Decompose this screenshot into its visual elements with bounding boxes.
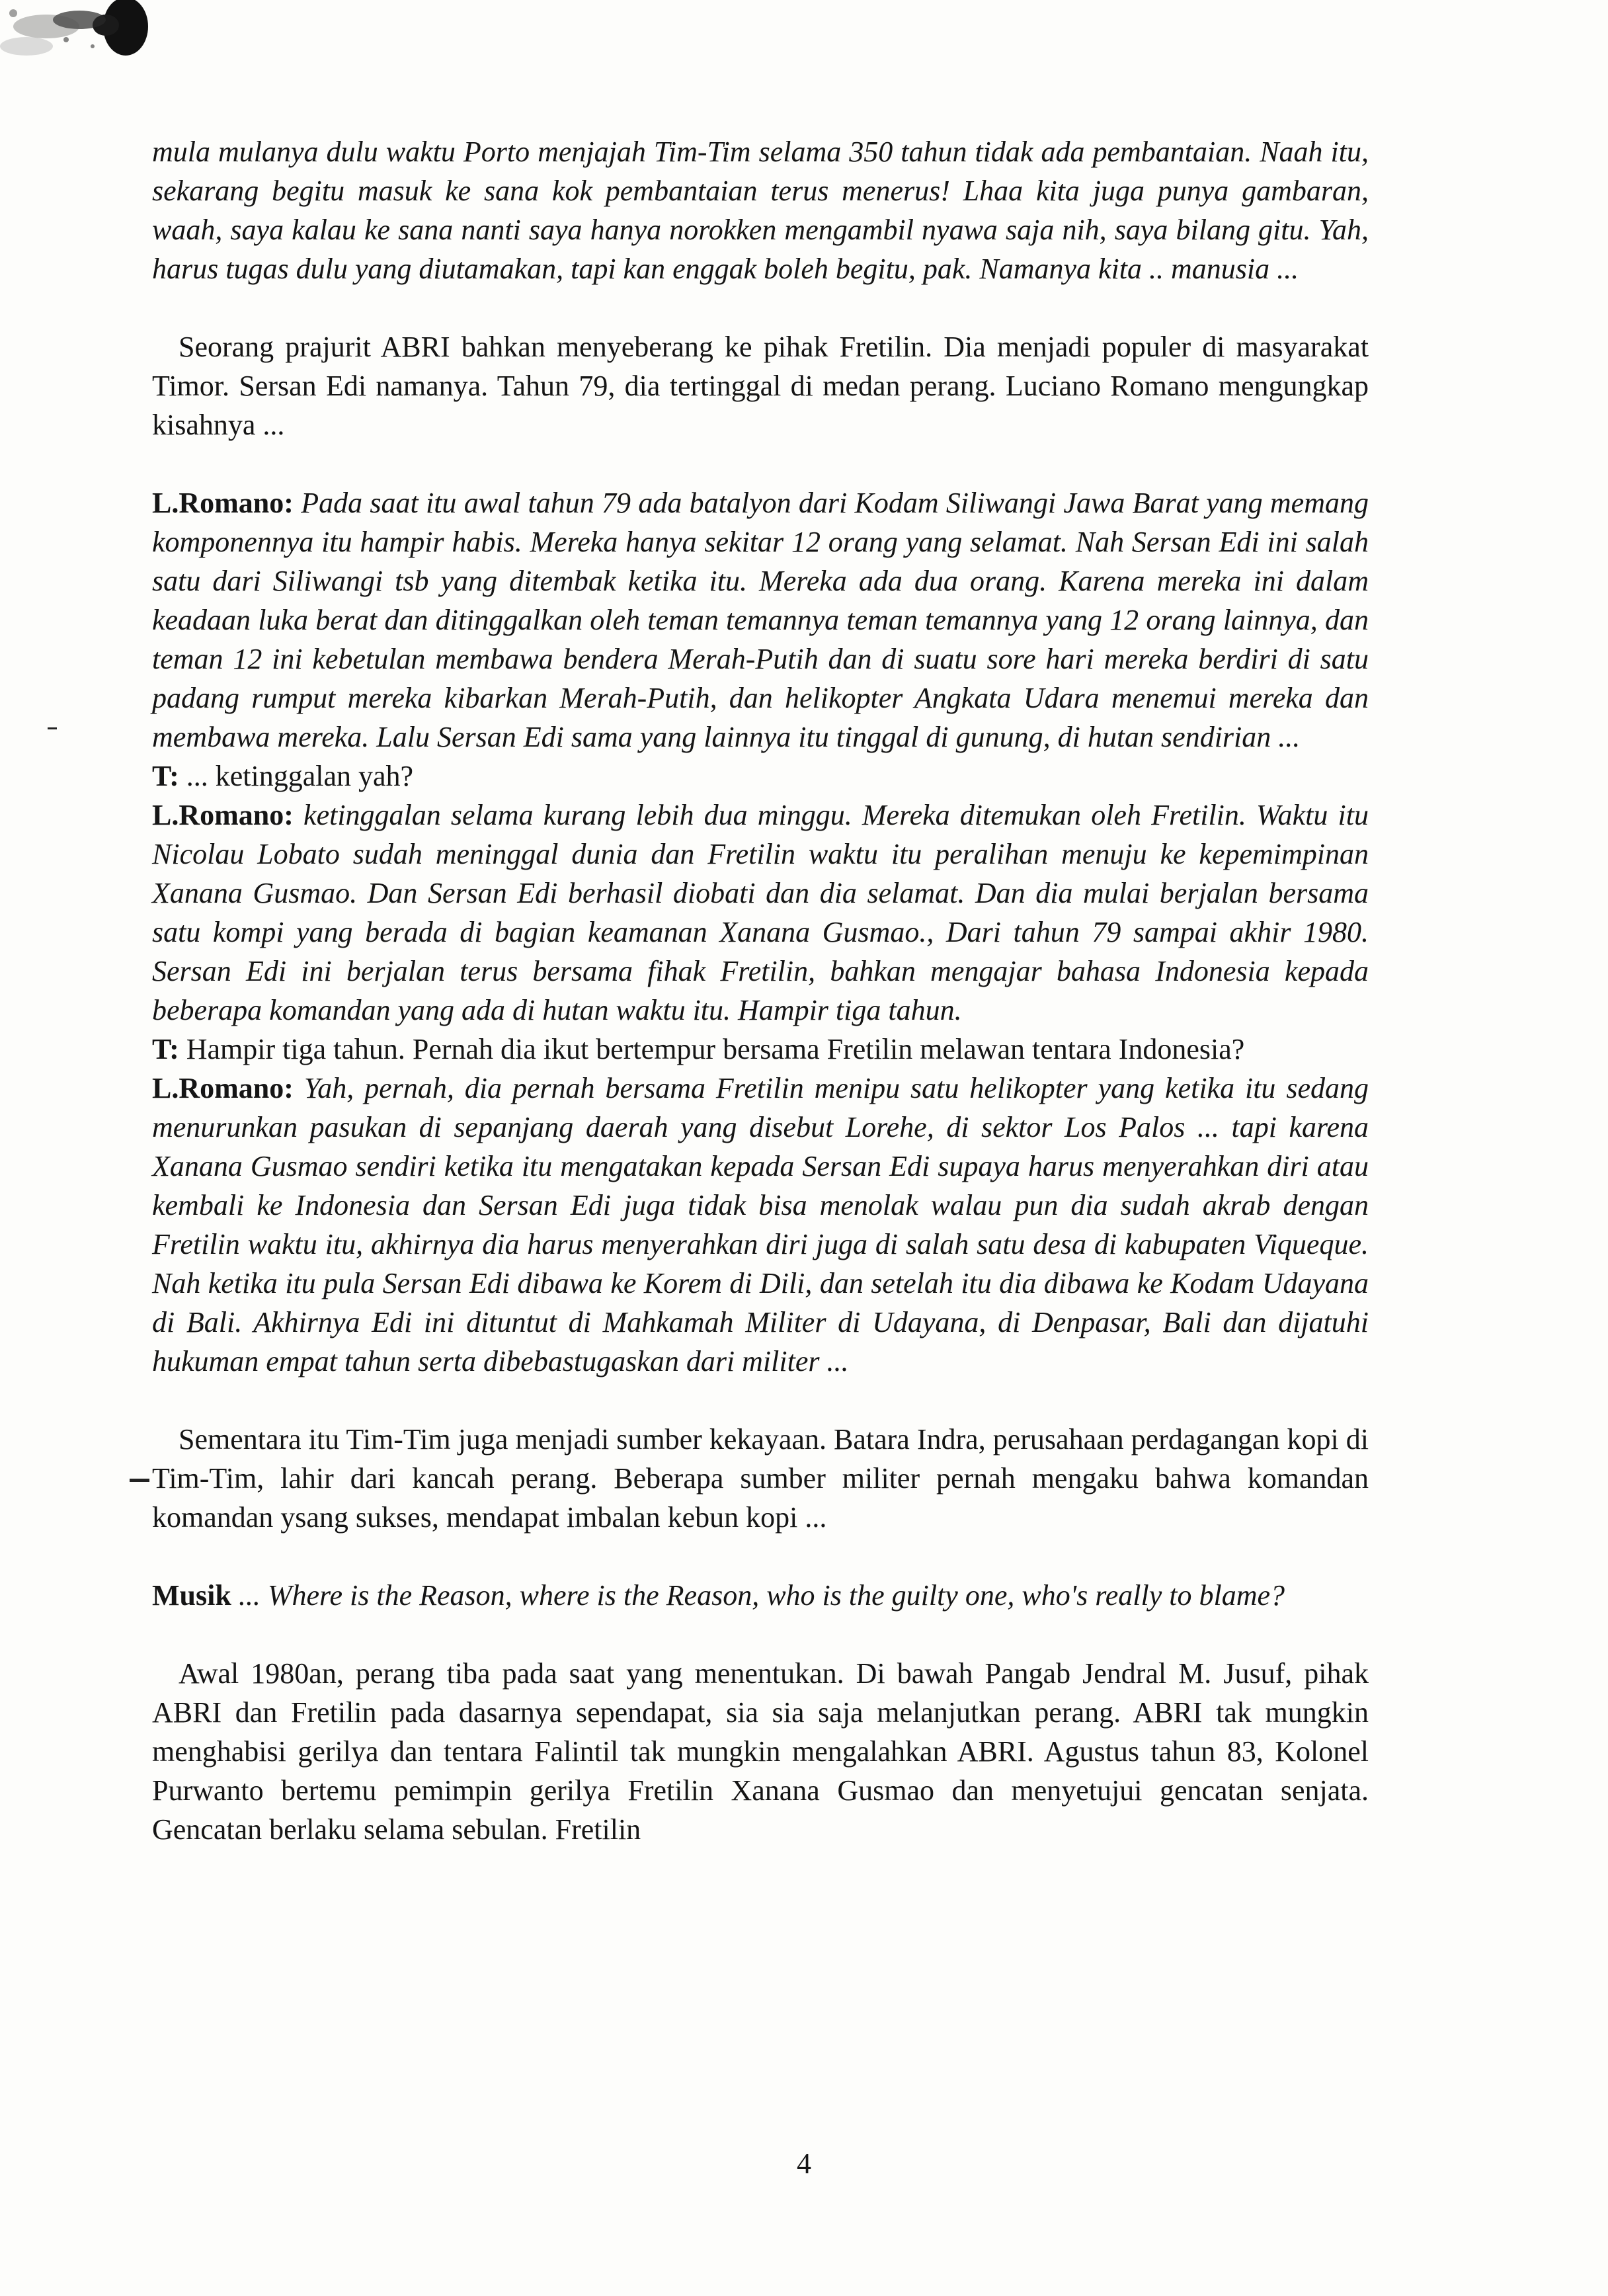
dialogue-line bbox=[152, 1030, 1369, 1069]
music-label: Musik bbox=[152, 1579, 231, 1612]
dialogue-line bbox=[152, 483, 1369, 757]
paragraph-narration-2: Sementara itu Tim-Tim juga menjadi sumber kekayaan. Batara Indra, perusahaan perdagangan kopi di Tim-Tim, lahir dari kancah perang. Beberapa sumber militer pernah mengaku bahwa komandan komandan ysang sukses, mendapat imbalan kebun kopi ... bbox=[152, 1423, 1369, 1534]
music-line bbox=[152, 1576, 1369, 1615]
dialogue-line bbox=[152, 796, 1369, 1030]
paragraph-quote-intro: mula mulanya dulu waktu Porto menjajah Tim-Tim selama 350 tahun tidak ada pembantaian. Naah itu, sekarang begitu masuk ke sana kok pembantaian terus menerus! Lhaa kita juga punya gambaran, waah, saya kalau ke sana nanti saya hanya norokken mengambil nyawa saja nih, saya bilang gitu. Yah, harus tugas dulu yang diutamakan, tapi kan enggak boleh begitu, pak. Namanya kita .. manusia ... bbox=[152, 136, 1369, 285]
page-number: 4 bbox=[797, 2147, 811, 2180]
dialogue-line bbox=[152, 1069, 1369, 1381]
paragraph-narration-1: Seorang prajurit ABRI bahkan menyeberang ke pihak Fretilin. Dia menjadi populer di masyarakat Timor. Sersan Edi namanya. Tahun 79, dia tertinggal di medan perang. Luciano Romano mengungkap kisahnya ... bbox=[152, 331, 1369, 441]
speaker-label: L.Romano: bbox=[152, 799, 294, 831]
speech-text: Yah, pernah, dia pernah bersama Fretilin menipu satu helikopter yang ketika itu sedang menurunkan pasukan di sepanjang daerah yang disebut Lorehe, di sektor Los Palos ... tapi karena Xanana Gusmao sendiri ketika itu mengatakan kepada Sersan Edi supaya harus menyerahkan diri atau kembali ke Indonesia dan Sersan Edi juga tidak bisa menolak walau pun dia sudah akrab dengan Fretilin waktu itu, akhirnya dia harus menyerahkan diri juga di salah satu desa di kabupaten Viqueque. Nah ketika itu pula Sersan Edi dibawa ke Korem di Dili, dan setelah itu dia dibawa ke Kodam Udayana di Bali. Akhirnya Edi ini dituntut di Mahkamah Militer di Udayana, di Denpasar, Bali dan dijatuhi hukuman empat tahun serta dibebastugaskan dari militer ... bbox=[152, 1072, 1369, 1377]
margin-mark bbox=[48, 727, 57, 729]
ink-blot-mark bbox=[0, 0, 159, 99]
margin-arrow-mark bbox=[130, 1479, 149, 1482]
speech-text: ... ketinggalan yah? bbox=[186, 760, 414, 792]
lyrics-text: ... Where is the Reason, where is the Reason, who is the guilty one, who's really to blame? bbox=[238, 1579, 1285, 1612]
speaker-label: L.Romano: bbox=[152, 1072, 294, 1104]
speaker-label: L.Romano: bbox=[152, 487, 294, 519]
speaker-label: T: bbox=[152, 760, 179, 792]
speech-text: Pada saat itu awal tahun 79 ada batalyon dari Kodam Siliwangi Jawa Barat yang memang komponennya itu hampir habis. Mereka hanya sekitar 12 orang yang selamat. Nah Sersan Edi ini salah satu dari Siliwangi tsb yang ditembak ketika itu. Mereka ada dua orang. Karena mereka ini dalam keadaan luka berat dan ditinggalkan oleh teman temannya teman temannya yang 12 orang lainnya, dan teman 12 ini kebetulan membawa bendera Merah-Putih dan di suatu sore hari mereka berdiri di satu padang rumput mereka kibarkan Merah-Putih, dan helikopter Angkata Udara menemui mereka dan membawa mereka. Lalu Sersan Edi sama yang lainnya itu tinggal di gunung, di hutan sendirian ... bbox=[152, 487, 1369, 753]
document-page bbox=[152, 132, 1369, 2116]
speaker-label: T: bbox=[152, 1033, 179, 1065]
dialogue-line bbox=[152, 757, 1369, 796]
speech-text: Hampir tiga tahun. Pernah dia ikut bertempur bersama Fretilin melawan tentara Indonesia? bbox=[186, 1033, 1245, 1065]
paragraph-narration-3: Awal 1980an, perang tiba pada saat yang menentukan. Di bawah Pangab Jendral M. Jusuf, pihak ABRI dan Fretilin pada dasarnya sependapat, sia sia saja melanjutkan perang. ABRI tak mungkin menghabisi gerilya dan tentara Falintil tak mungkin mengalahkan ABRI. Agustus tahun 83, Kolonel Purwanto bertemu pemimpin gerilya Fretilin Xanana Gusmao dan menyetujui gencatan senjata. Gencatan berlaku selama sebulan. Fretilin bbox=[152, 1657, 1369, 1846]
speech-text: ketinggalan selama kurang lebih dua minggu. Mereka ditemukan oleh Fretilin. Waktu itu Nicolau Lobato sudah meninggal dunia dan Fretilin waktu itu peralihan menuju ke kepemimpinan Xanana Gusmao. Dan Sersan Edi berhasil diobati dan dia selamat. Dan dia mulai berjalan bersama satu kompi yang berada di bagian keamanan Xanana Gusmao., Dari tahun 79 sampai akhir 1980. Sersan Edi ini berjalan terus bersama fihak Fretilin, bahkan mengajar bahasa Indonesia kepada beberapa komandan yang ada di hutan waktu itu. Hampir tiga tahun. bbox=[152, 799, 1369, 1026]
